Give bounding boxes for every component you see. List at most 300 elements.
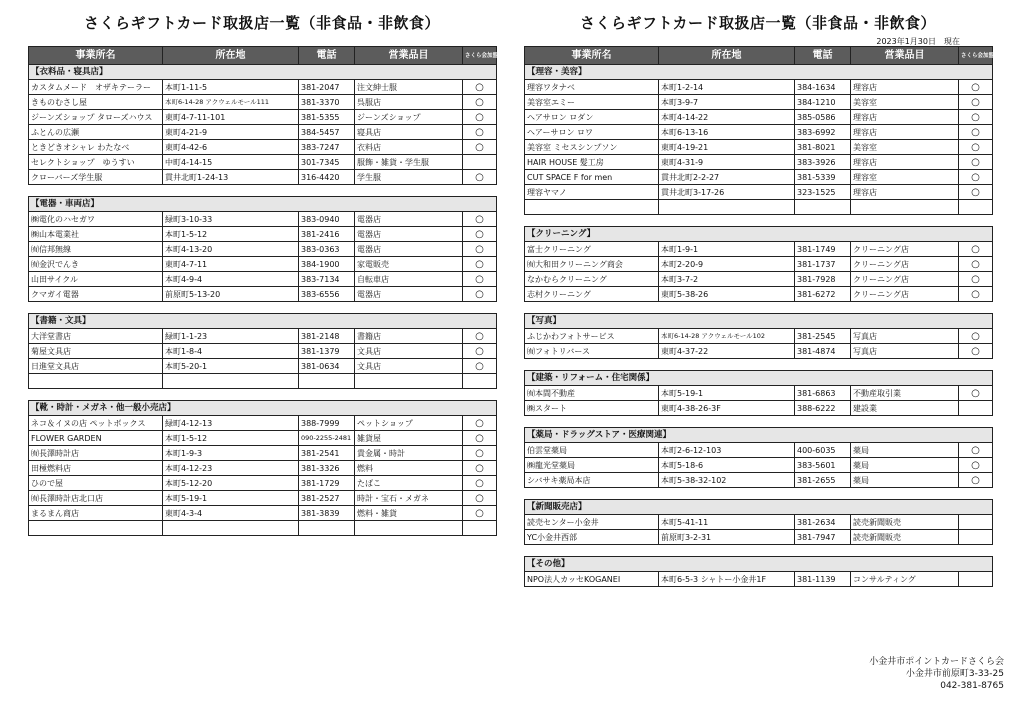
store-phone: 381-3370 <box>299 95 355 110</box>
sakura-member-mark: ○ <box>463 227 497 242</box>
store-phone: 090-2255-2481 <box>299 431 355 446</box>
store-row <box>525 401 993 416</box>
store-address: 本町1-9-1 <box>659 242 795 257</box>
store-items: 読売新聞販売 <box>851 515 959 530</box>
store-row <box>29 476 497 491</box>
header-phone: 電話 <box>795 47 851 65</box>
store-items: 不動産取引業 <box>851 386 959 401</box>
store-name: ひので屋 <box>29 476 163 491</box>
store-items: クリーニング店 <box>851 242 959 257</box>
store-items: 薬局 <box>851 473 959 488</box>
store-phone: 381-1737 <box>795 257 851 272</box>
store-address: 緑町3-10-33 <box>163 212 299 227</box>
left-panel <box>28 0 504 536</box>
store-row <box>29 344 497 359</box>
store-name: シバサキ薬局本店 <box>525 473 659 488</box>
store-row <box>525 200 993 215</box>
store-name: YC小金井西部 <box>525 530 659 545</box>
header-items: 営業品目 <box>355 47 463 65</box>
store-address: 本町2-20-9 <box>659 257 795 272</box>
store-name: 大洋堂書店 <box>29 329 163 344</box>
store-address: 本町5-18-6 <box>659 458 795 473</box>
store-row <box>525 530 993 545</box>
sakura-member-mark: ○ <box>959 257 993 272</box>
store-address: 本町3-7-2 <box>659 272 795 287</box>
sakura-member-mark <box>959 515 993 530</box>
store-items: 理容店 <box>851 125 959 140</box>
store-address: 東町4-3-4 <box>163 506 299 521</box>
spacer-cell <box>525 416 993 428</box>
store-items <box>355 521 463 536</box>
store-row <box>29 506 497 521</box>
store-items: 書籍店 <box>355 329 463 344</box>
store-items: 電器店 <box>355 212 463 227</box>
store-row <box>525 386 993 401</box>
store-phone: 383-0940 <box>299 212 355 227</box>
store-phone: 384-1900 <box>299 257 355 272</box>
category-row <box>525 65 993 80</box>
table-header <box>29 47 497 65</box>
store-row <box>525 185 993 200</box>
store-items: 電器店 <box>355 242 463 257</box>
store-name: ふじかわフォトサービス <box>525 329 659 344</box>
sakura-member-mark: ○ <box>463 272 497 287</box>
store-address: 本町5-12-20 <box>163 476 299 491</box>
store-row <box>29 110 497 125</box>
table-header <box>525 47 993 65</box>
store-items: 理容店 <box>851 110 959 125</box>
store-items: 理容店 <box>851 80 959 95</box>
store-name: 美容室エミー <box>525 95 659 110</box>
store-address: 本町4-13-20 <box>163 242 299 257</box>
store-name: クローバーズ学生服 <box>29 170 163 185</box>
store-items: 建設業 <box>851 401 959 416</box>
header-items: 営業品目 <box>851 47 959 65</box>
date-spacer <box>28 36 496 46</box>
store-name: まるまん商店 <box>29 506 163 521</box>
store-items: 写真店 <box>851 329 959 344</box>
sakura-member-mark: ○ <box>463 140 497 155</box>
store-row <box>29 170 497 185</box>
store-row <box>29 212 497 227</box>
header-address: 所在地 <box>659 47 795 65</box>
category-label: 【写真】 <box>525 314 993 329</box>
category-label: 【クリーニング】 <box>525 227 993 242</box>
store-phone <box>299 521 355 536</box>
store-phone: 384-1634 <box>795 80 851 95</box>
store-address: 本町1-2-14 <box>659 80 795 95</box>
store-phone: 381-7928 <box>795 272 851 287</box>
store-row <box>525 257 993 272</box>
store-row <box>525 443 993 458</box>
store-name: 日進堂文具店 <box>29 359 163 374</box>
store-table-left <box>28 46 504 536</box>
store-address: 東町4-31-9 <box>659 155 795 170</box>
category-row <box>525 371 993 386</box>
sakura-member-mark: ○ <box>463 242 497 257</box>
store-items: 理容室 <box>851 170 959 185</box>
store-address: 東町4-38-26-3F <box>659 401 795 416</box>
store-row <box>29 491 497 506</box>
sakura-member-mark <box>959 200 993 215</box>
store-row <box>29 461 497 476</box>
header-sakura: さくら会加盟店 <box>959 47 993 65</box>
category-label: 【理容・美容】 <box>525 65 993 80</box>
store-phone <box>795 200 851 215</box>
store-row <box>525 287 993 302</box>
store-phone: 381-8021 <box>795 140 851 155</box>
category-row <box>525 557 993 572</box>
table-body-left <box>29 65 497 536</box>
store-name: ㈲金沢でんき <box>29 257 163 272</box>
store-address: 東町5-38-26 <box>659 287 795 302</box>
store-name: ネコ＆イヌの店 ペットボックス <box>29 416 163 431</box>
footer-phone: 042-381-8765 <box>940 681 1004 691</box>
spacer-cell <box>525 488 993 500</box>
store-phone: 383-5601 <box>795 458 851 473</box>
category-label: 【書籍・文具】 <box>29 314 497 329</box>
store-address: 本町6-14-28 アクウェルモール102 <box>659 329 795 344</box>
store-address: 東町4-7-11 <box>163 257 299 272</box>
store-row <box>29 374 497 389</box>
category-label: 【衣料品・寝具店】 <box>29 65 497 80</box>
store-address: 本町5-38-32-102 <box>659 473 795 488</box>
store-row <box>29 521 497 536</box>
footer-address: 小金井市前原町3-33-25 <box>905 669 1004 679</box>
sakura-member-mark: ○ <box>959 170 993 185</box>
category-row <box>525 314 993 329</box>
store-row <box>525 125 993 140</box>
store-row <box>525 329 993 344</box>
store-items: 薬局 <box>851 458 959 473</box>
store-items: 写真店 <box>851 344 959 359</box>
store-address: 本町6-13-16 <box>659 125 795 140</box>
sakura-member-mark: ○ <box>463 212 497 227</box>
store-phone: 301-7345 <box>299 155 355 170</box>
store-name: ㈱スタート <box>525 401 659 416</box>
page-title-right: さくらギフトカード取扱店一覧（非食品・非飲食） <box>579 14 937 32</box>
store-phone: 381-4874 <box>795 344 851 359</box>
store-phone <box>299 374 355 389</box>
store-name: 伯雲堂薬局 <box>525 443 659 458</box>
sakura-member-mark: ○ <box>959 155 993 170</box>
store-name: 菊屋文具店 <box>29 344 163 359</box>
store-phone: 388-6222 <box>795 401 851 416</box>
store-phone: 381-6272 <box>795 287 851 302</box>
store-items: ペットショップ <box>355 416 463 431</box>
store-name: 理容ワタナベ <box>525 80 659 95</box>
sakura-member-mark <box>959 401 993 416</box>
store-row <box>525 272 993 287</box>
store-address: 本町4-9-4 <box>163 272 299 287</box>
store-address: 本町6-14-28 アクウェルモール111 <box>163 95 299 110</box>
store-phone: 384-5457 <box>299 125 355 140</box>
store-name: ㈱山本電業社 <box>29 227 163 242</box>
store-row <box>29 227 497 242</box>
store-row <box>525 170 993 185</box>
store-phone: 381-7947 <box>795 530 851 545</box>
store-phone: 381-2527 <box>299 491 355 506</box>
store-items: 雑貨屋 <box>355 431 463 446</box>
sakura-member-mark: ○ <box>959 272 993 287</box>
category-label: 【靴・時計・メガネ・他一般小売店】 <box>29 401 497 416</box>
store-phone: 323-1525 <box>795 185 851 200</box>
store-name: カスタムメード オザキテーラー <box>29 80 163 95</box>
store-phone: 383-0363 <box>299 242 355 257</box>
store-address: 本町4-12-23 <box>163 461 299 476</box>
store-address: 貫井北町3-17-26 <box>659 185 795 200</box>
sakura-member-mark: ○ <box>463 446 497 461</box>
sakura-member-mark: ○ <box>959 329 993 344</box>
store-phone: 383-3926 <box>795 155 851 170</box>
category-row <box>525 428 993 443</box>
store-items: 呉服店 <box>355 95 463 110</box>
store-phone: 400-6035 <box>795 443 851 458</box>
sakura-member-mark: ○ <box>959 242 993 257</box>
category-label: 【新聞販売店】 <box>525 500 993 515</box>
store-address <box>659 200 795 215</box>
store-name: 美容室 ミセスシンプソン <box>525 140 659 155</box>
store-address: 東町4-21-9 <box>163 125 299 140</box>
page-title: さくらギフトカード取扱店一覧（非食品・非飲食） <box>83 14 441 32</box>
store-items: 理容店 <box>851 185 959 200</box>
store-phone: 383-6556 <box>299 287 355 302</box>
store-phone: 316-4420 <box>299 170 355 185</box>
store-items: クリーニング店 <box>851 272 959 287</box>
section-spacer <box>525 302 993 314</box>
store-phone: 383-6992 <box>795 125 851 140</box>
store-address <box>163 374 299 389</box>
store-row <box>525 140 993 155</box>
header-name: 事業所名 <box>29 47 163 65</box>
spacer-cell <box>525 302 993 314</box>
store-row <box>29 242 497 257</box>
sakura-member-mark: ○ <box>463 416 497 431</box>
sakura-member-mark: ○ <box>959 95 993 110</box>
store-address: 本町5-19-1 <box>163 491 299 506</box>
header-sakura: さくら会加盟店 <box>463 47 497 65</box>
category-row <box>29 197 497 212</box>
store-phone: 381-5339 <box>795 170 851 185</box>
sakura-member-mark <box>463 374 497 389</box>
sakura-member-mark <box>463 521 497 536</box>
sakura-member-mark: ○ <box>959 287 993 302</box>
store-row <box>525 95 993 110</box>
store-items: 燃料・雑貨 <box>355 506 463 521</box>
sakura-member-mark: ○ <box>463 170 497 185</box>
spacer-cell <box>525 215 993 227</box>
store-items: 文具店 <box>355 344 463 359</box>
store-row <box>29 359 497 374</box>
sakura-member-mark: ○ <box>463 461 497 476</box>
store-address: 本町1-5-12 <box>163 227 299 242</box>
store-items: 読売新聞販売 <box>851 530 959 545</box>
store-name: ㈲信邦無線 <box>29 242 163 257</box>
table-body-right <box>525 65 993 587</box>
category-label: 【その他】 <box>525 557 993 572</box>
store-phone: 381-3839 <box>299 506 355 521</box>
store-address: 緑町4-12-13 <box>163 416 299 431</box>
store-phone: 381-2545 <box>795 329 851 344</box>
store-name: ヘアサロン ロダン <box>525 110 659 125</box>
store-address: 本町1-11-5 <box>163 80 299 95</box>
category-label: 【電器・車両店】 <box>29 197 497 212</box>
section-spacer <box>525 545 993 557</box>
store-address: 本町3-9-7 <box>659 95 795 110</box>
store-address: 前原町3-2-31 <box>659 530 795 545</box>
store-address: 緑町1-1-23 <box>163 329 299 344</box>
store-items: 文具店 <box>355 359 463 374</box>
store-address: 貫井北町1-24-13 <box>163 170 299 185</box>
category-row <box>29 401 497 416</box>
store-items: 家電販売 <box>355 257 463 272</box>
store-name: FLOWER GARDEN <box>29 431 163 446</box>
category-row <box>525 227 993 242</box>
spacer-cell <box>29 185 497 197</box>
store-name: 田極燃料店 <box>29 461 163 476</box>
store-row <box>29 125 497 140</box>
store-name: 志村クリーニング <box>525 287 659 302</box>
store-row <box>29 287 497 302</box>
store-phone: 381-2541 <box>299 446 355 461</box>
sakura-member-mark <box>959 572 993 587</box>
store-address <box>163 521 299 536</box>
store-address: 本町1-8-4 <box>163 344 299 359</box>
date-label: 2023年1月30日 現在 <box>876 37 960 46</box>
store-name: ときどきオシャレ わたなべ <box>29 140 163 155</box>
store-row <box>29 272 497 287</box>
store-address: 東町4-19-21 <box>659 140 795 155</box>
store-items: クリーニング店 <box>851 287 959 302</box>
footer-contact <box>869 656 1004 692</box>
store-phone: 381-1749 <box>795 242 851 257</box>
store-phone: 383-7247 <box>299 140 355 155</box>
sakura-member-mark: ○ <box>463 329 497 344</box>
store-row <box>29 431 497 446</box>
store-name: 山田サイクル <box>29 272 163 287</box>
store-phone: 385-0586 <box>795 110 851 125</box>
category-label: 【薬局・ドラッグストア・医療関連】 <box>525 428 993 443</box>
store-name: ふとんの広瀬 <box>29 125 163 140</box>
sakura-member-mark: ○ <box>959 140 993 155</box>
store-row <box>29 80 497 95</box>
store-name: 読売センター小金井 <box>525 515 659 530</box>
store-name: ㈲長澤時計店北口店 <box>29 491 163 506</box>
section-spacer <box>525 215 993 227</box>
store-items: 自転車店 <box>355 272 463 287</box>
store-address: 本町5-19-1 <box>659 386 795 401</box>
store-address: 本町6-5-3 シャトー小金井1F <box>659 572 795 587</box>
store-row <box>525 473 993 488</box>
store-items: コンサルティング <box>851 572 959 587</box>
spacer-cell <box>29 389 497 401</box>
store-items: 燃料 <box>355 461 463 476</box>
sakura-member-mark: ○ <box>959 386 993 401</box>
sakura-member-mark: ○ <box>959 80 993 95</box>
store-items <box>851 200 959 215</box>
store-row <box>525 344 993 359</box>
sakura-member-mark: ○ <box>463 95 497 110</box>
store-row <box>29 446 497 461</box>
store-name: ㈲本間不動産 <box>525 386 659 401</box>
store-items: 電器店 <box>355 227 463 242</box>
store-items: たばこ <box>355 476 463 491</box>
store-phone: 381-1139 <box>795 572 851 587</box>
spacer-cell <box>525 545 993 557</box>
store-name: きものむさし屋 <box>29 95 163 110</box>
store-address: 前原町5-13-20 <box>163 287 299 302</box>
section-spacer <box>525 416 993 428</box>
store-phone: 381-3326 <box>299 461 355 476</box>
sakura-member-mark: ○ <box>463 110 497 125</box>
sakura-member-mark: ○ <box>959 473 993 488</box>
store-name: NPO法人カッセKOGANEI <box>525 572 659 587</box>
sakura-member-mark <box>463 155 497 170</box>
store-name: クマガイ電器 <box>29 287 163 302</box>
sakura-member-mark: ○ <box>463 287 497 302</box>
store-row <box>29 140 497 155</box>
store-items: 美容室 <box>851 95 959 110</box>
store-address: 東町4-7-11-101 <box>163 110 299 125</box>
store-name: ㈲大和田クリーニング商会 <box>525 257 659 272</box>
store-row <box>525 155 993 170</box>
store-name: 理容ヤマノ <box>525 185 659 200</box>
store-items: 薬局 <box>851 443 959 458</box>
section-spacer <box>525 488 993 500</box>
sakura-member-mark: ○ <box>959 125 993 140</box>
store-items: 時計・宝石・メガネ <box>355 491 463 506</box>
store-name: CUT SPACE F for men <box>525 170 659 185</box>
store-phone: 381-2655 <box>795 473 851 488</box>
store-row <box>29 329 497 344</box>
store-items: 寝具店 <box>355 125 463 140</box>
store-address: 本町1-9-3 <box>163 446 299 461</box>
store-row <box>29 155 497 170</box>
category-label: 【建築・リフォーム・住宅関係】 <box>525 371 993 386</box>
store-items: 学生服 <box>355 170 463 185</box>
store-name <box>29 521 163 536</box>
store-name <box>525 200 659 215</box>
store-items <box>355 374 463 389</box>
footer-organization: 小金井市ポイントカードさくら会 <box>869 657 1004 667</box>
store-items: 理容店 <box>851 155 959 170</box>
store-address: 本町5-20-1 <box>163 359 299 374</box>
store-row <box>525 80 993 95</box>
category-row <box>29 314 497 329</box>
store-phone: 384-1210 <box>795 95 851 110</box>
sakura-member-mark: ○ <box>463 125 497 140</box>
section-spacer <box>29 389 497 401</box>
sakura-member-mark: ○ <box>959 458 993 473</box>
sakura-member-mark: ○ <box>463 491 497 506</box>
sakura-member-mark: ○ <box>959 443 993 458</box>
right-panel <box>524 0 1000 587</box>
store-items: 美容室 <box>851 140 959 155</box>
store-phone: 381-2047 <box>299 80 355 95</box>
header-phone: 電話 <box>299 47 355 65</box>
store-table-right <box>524 46 1000 587</box>
store-name: ㈲フォトリバース <box>525 344 659 359</box>
sakura-member-mark: ○ <box>463 506 497 521</box>
store-phone: 381-2148 <box>299 329 355 344</box>
sakura-member-mark: ○ <box>463 476 497 491</box>
store-name: HAIR HOUSE 髪工房 <box>525 155 659 170</box>
store-address: 貫井北町2-2-27 <box>659 170 795 185</box>
header-address: 所在地 <box>163 47 299 65</box>
sakura-member-mark <box>959 530 993 545</box>
store-name: セレクトショップ ゆうすい <box>29 155 163 170</box>
spacer-cell <box>525 359 993 371</box>
